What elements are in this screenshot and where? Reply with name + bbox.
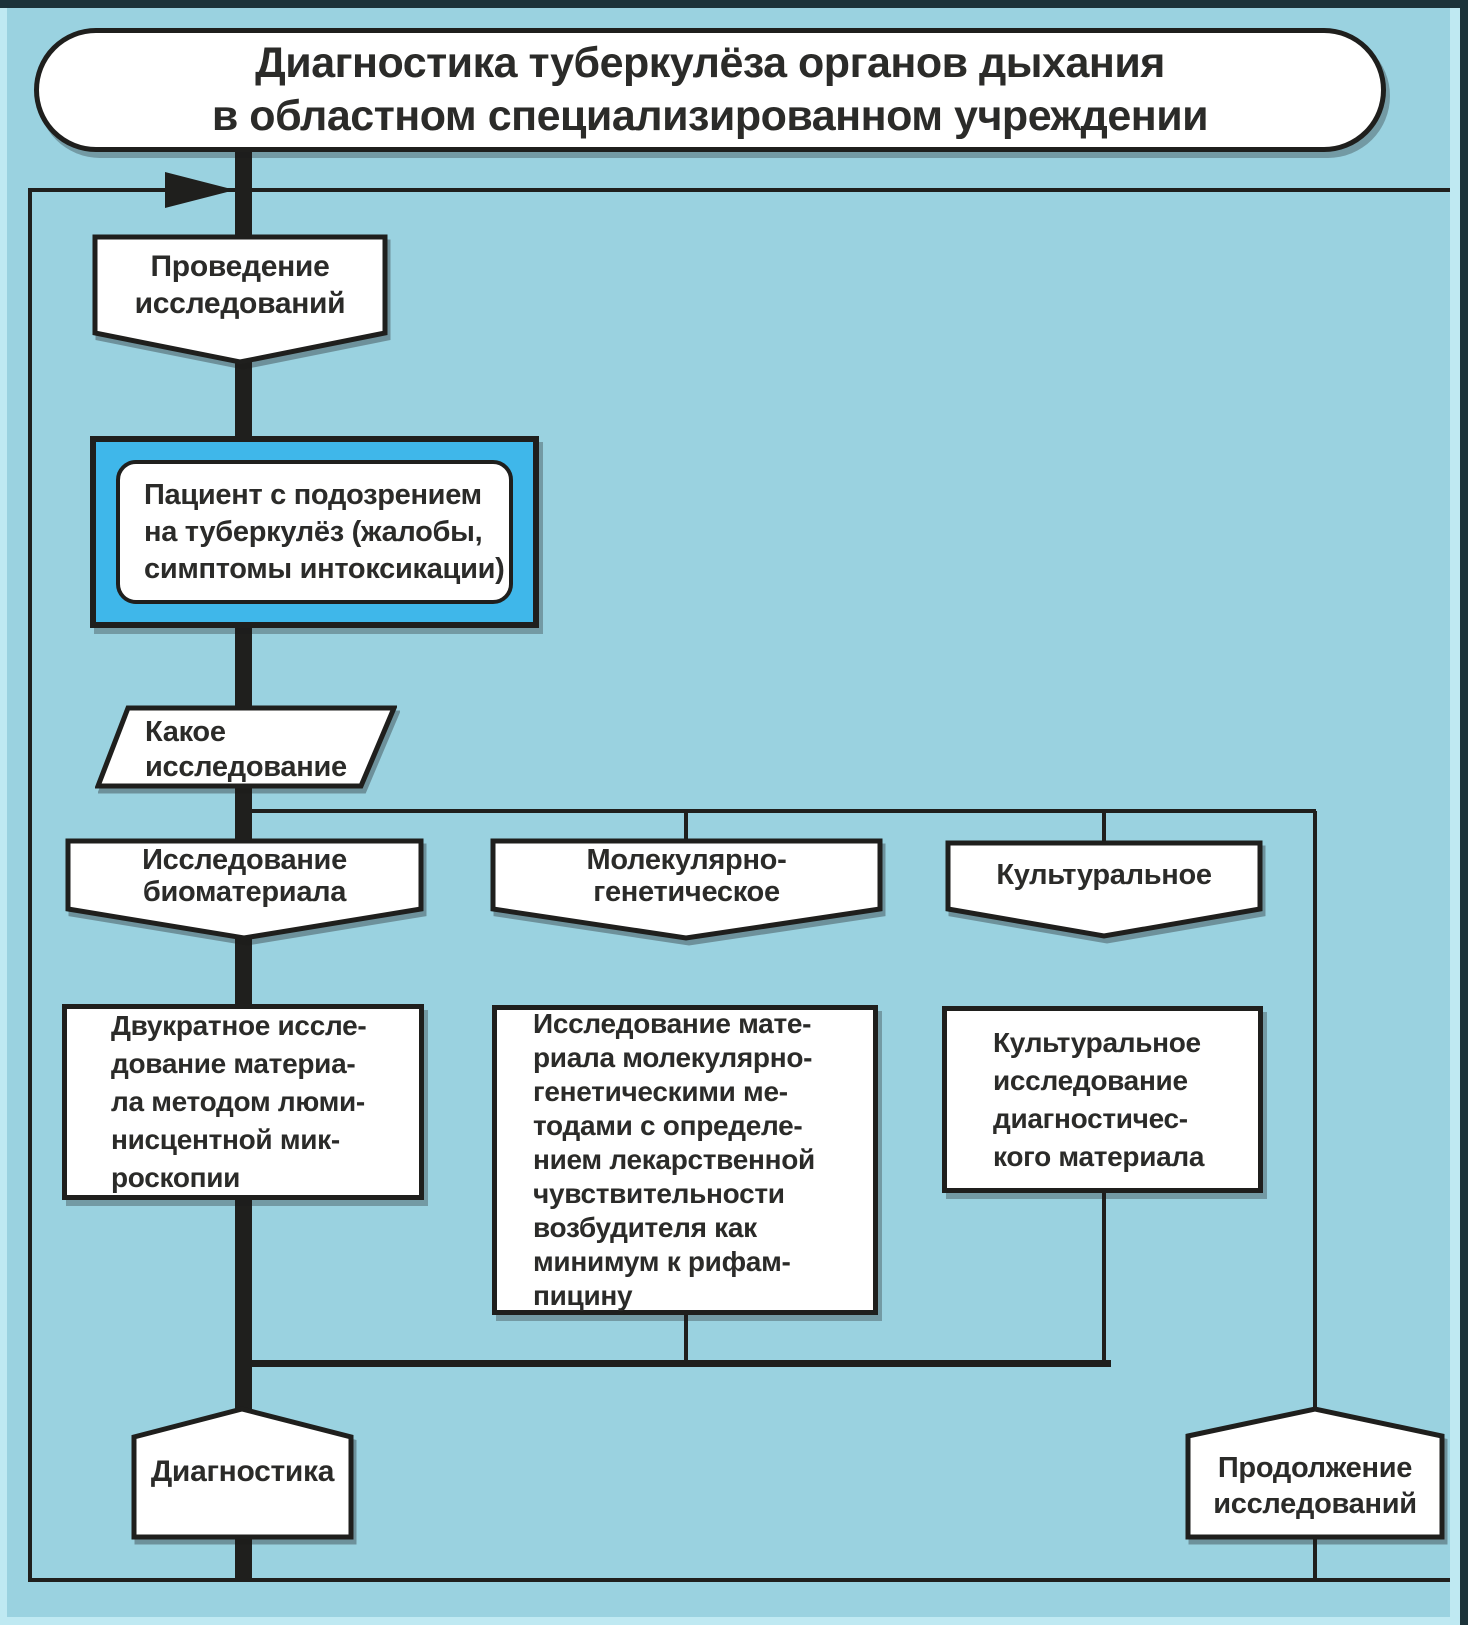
node-desc-molecular <box>492 1005 878 1315</box>
desc-cultural-text: Культуральное исследование диагностичес- кого материала <box>993 1026 1205 1172</box>
drop-cultural-line <box>1102 811 1106 843</box>
node-which-test <box>95 705 397 789</box>
patient-inner-card <box>116 460 513 604</box>
frame-left-bevel <box>0 8 7 1625</box>
desc-molecular-text: Исследование мате- риала молекулярно- генетическими ме- тодами с определе- нием лекарственной чувствительности возбудителя как минимум к рифам- пицину <box>533 1008 815 1311</box>
branch-biomaterial-label: Исследование биоматериала <box>142 844 347 908</box>
continue-research-label: Продолжение исследований <box>1213 1452 1417 1520</box>
molecular-to-bus-line <box>684 1313 688 1367</box>
loop-arrowhead-icon <box>165 172 235 208</box>
diagnostics-label: Диагностика <box>150 1455 335 1488</box>
node-desc-biomaterial <box>62 1004 424 1200</box>
continue-branch-line <box>1313 811 1317 1410</box>
branch-molecular-label: Молекулярно- генетическое <box>586 844 787 908</box>
node-patient <box>90 436 539 628</box>
node-branch-biomaterial <box>65 838 424 941</box>
node-desc-cultural <box>942 1006 1263 1193</box>
merge-bus-line <box>240 1360 1111 1367</box>
frame-right-edge <box>1460 0 1468 1625</box>
cultural-to-bus-line <box>1102 1191 1106 1367</box>
continue-to-bottom-line <box>1313 1538 1317 1582</box>
node-diagnostics <box>131 1406 354 1540</box>
research-banner-label: Проведение исследований <box>134 250 346 320</box>
frame-bottom-bevel <box>7 1617 1450 1625</box>
patient-label: Пациент с подозрением на туберкулёз (жалобы, симптомы интоксикации) <box>144 478 505 585</box>
node-branch-molecular <box>490 838 883 941</box>
frame-top-edge <box>0 0 1468 8</box>
node-branch-cultural <box>945 840 1263 939</box>
node-research-banner <box>92 234 388 366</box>
frame-right-bevel <box>1450 8 1460 1625</box>
loop-left-line <box>28 188 32 1582</box>
node-continue-research <box>1185 1406 1445 1540</box>
diagram-title: Диагностика туберкулёза органов дыхания в областном специализированном учреждении <box>34 28 1386 152</box>
branch-cultural-label: Культуральное <box>996 859 1212 891</box>
which-test-label: Какое исследование <box>145 716 347 783</box>
drop-molecular-line <box>684 811 688 841</box>
branch-bus-line <box>243 809 1316 813</box>
desc-biomaterial-text: Двукратное иссле- дование материа- ла методом люми- нисцентной мик- роскопии <box>111 1010 367 1193</box>
